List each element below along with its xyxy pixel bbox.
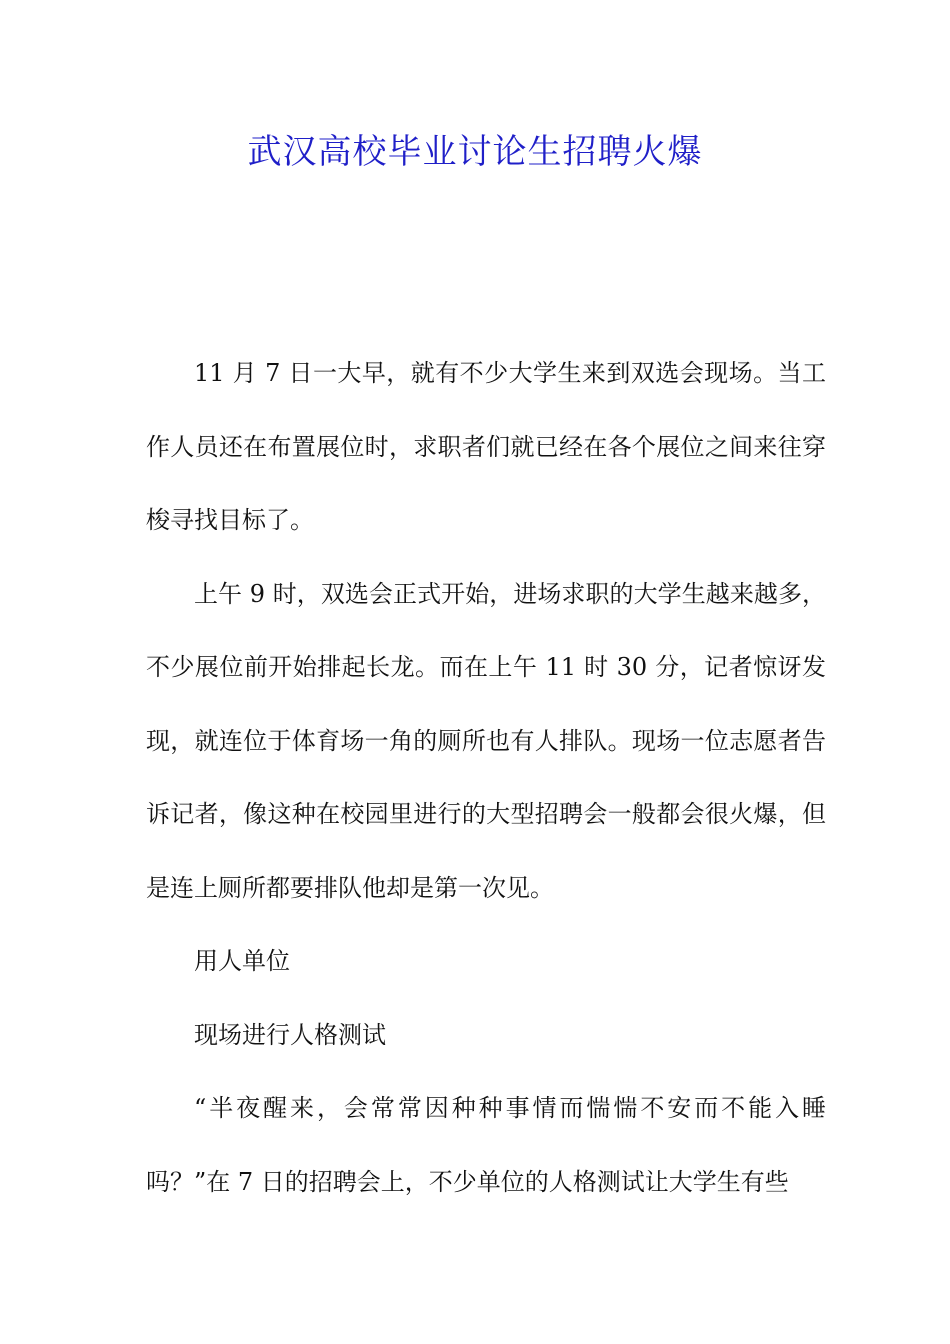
paragraph-arrival: 11 月 7 日一大早，就有不少大学生来到双选会现场。当工作人员还在布置展位时，求职者们就已经在各个展位之间来往穿梭寻找目标了。 <box>146 359 826 534</box>
document-body <box>146 337 826 1219</box>
paragraph-fair-start: 上午 9 时，双选会正式开始，进场求职的大学生越来越多，不少展位前开始排起长龙。而在上午 11 时 30 分，记者惊讶发现，就连位于体育场一角的厕所也有人排队。现场一位志愿者告诉记者，像这种在校园里进行的大型招聘会一般都会很火爆，但是连上厕所都要排队他却是第一次见。 <box>146 579 826 902</box>
subheading-employers: 用人单位 <box>194 947 290 975</box>
paragraph-test-question: “半夜醒来，会常常因种种事情而惴惴不安而不能入睡吗？”在 7 日的招聘会上，不少单位的人格测试让大学生有些 <box>146 1094 826 1196</box>
document-title: 武汉高校毕业讨论生招聘火爆 <box>247 132 703 172</box>
subheading-personality-test: 现场进行人格测试 <box>194 1020 386 1049</box>
